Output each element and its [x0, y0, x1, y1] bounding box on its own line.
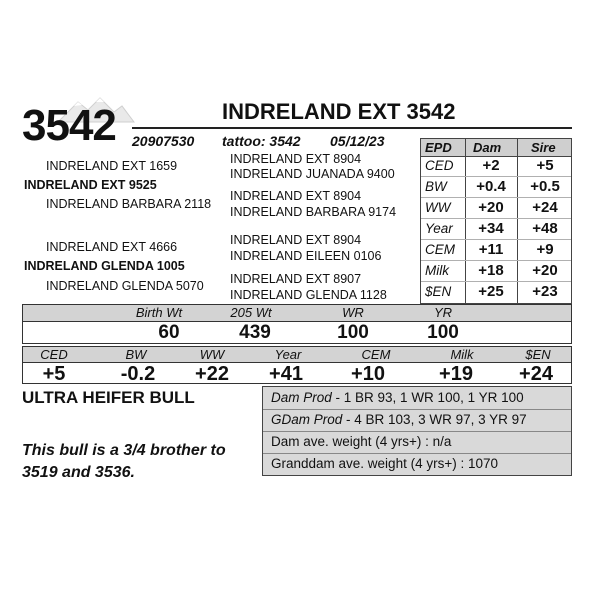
sire-dam-sire: INDRELAND EXT 8904: [230, 189, 362, 203]
gdam-prod-label: GDam Prod: [271, 412, 343, 427]
ww-value: +22: [195, 363, 229, 385]
sire-sire-sire: INDRELAND EXT 8904: [230, 152, 362, 166]
sire-epd-value: +5: [536, 157, 554, 174]
epd-label: Year: [425, 221, 453, 236]
dam-epd-value: +34: [478, 220, 504, 237]
dam-average-weight: Dam ave. weight (4 yrs+) : n/a: [271, 434, 452, 449]
granddam-average-weight: Granddam ave. weight (4 yrs+) : 1070: [271, 456, 498, 471]
epd-label: BW: [425, 179, 447, 194]
weaning-ratio-label: WR: [342, 305, 364, 320]
tattoo: tattoo: 3542: [222, 133, 301, 149]
epd-label: $EN: [425, 284, 452, 299]
ced-value: +5: [42, 363, 66, 385]
bw-value: -0.2: [120, 363, 156, 385]
milk-label: Milk: [450, 347, 474, 362]
sire-epd-value: +0.5: [530, 178, 560, 195]
sire-dam: INDRELAND BARBARA 2118: [46, 197, 212, 211]
dam-sire-dam: INDRELAND EILEEN 0106: [230, 249, 382, 263]
dam-dam-sire: INDRELAND EXT 8907: [230, 272, 362, 286]
header-divider: [132, 127, 572, 129]
sale-note: This bull is a 3/4 brother to 3519 and 3536.: [22, 442, 226, 481]
parent-epd-row: [421, 261, 571, 282]
animal-epd-table: [22, 346, 572, 384]
birth-weight-value: 60: [158, 322, 180, 343]
sire-epd-value: +20: [532, 262, 558, 279]
weaning-weight-label: 205 Wt: [230, 305, 272, 320]
sire-epd-value: +24: [532, 199, 558, 216]
epd-label: CED: [425, 158, 454, 173]
parent-epd-row: [421, 198, 571, 219]
dam-epd-value: +18: [478, 262, 504, 279]
sire-sire-dam: INDRELAND JUANADA 9400: [230, 167, 395, 181]
lot-number: 3542: [22, 101, 116, 150]
parent-epd-row: [421, 156, 571, 177]
classification: ULTRA HEIFER BULL: [22, 388, 195, 407]
dam-dam-dam: INDRELAND GLENDA 1128: [230, 288, 387, 302]
dam-dam: INDRELAND GLENDA 5070: [46, 279, 204, 293]
parent-epd-header: [421, 139, 571, 157]
epd-label: WW: [425, 200, 451, 215]
epd-column-header: EPD: [425, 140, 452, 155]
milk-value: +19: [439, 363, 473, 385]
sire-epd-value: +23: [532, 283, 558, 300]
dam-prod-value: - 1 BR 93, 1 WR 100, 1 YR 100: [331, 390, 524, 405]
sire-sire: INDRELAND EXT 1659: [46, 159, 178, 173]
dam-sire: INDRELAND EXT 4666: [46, 240, 178, 254]
performance-table: [22, 304, 572, 344]
dam-prod-label: Dam Prod: [271, 390, 332, 405]
dam: INDRELAND GLENDA 1005: [24, 259, 185, 273]
weaning-ratio-value: 100: [337, 322, 369, 343]
animal-name: INDRELAND EXT 3542: [222, 99, 456, 124]
dam-production: [271, 389, 524, 407]
dam-sire-sire: INDRELAND EXT 8904: [230, 233, 362, 247]
dam-epd-value: +2: [482, 157, 500, 174]
parent-epd-row: [421, 177, 571, 198]
year-value: +41: [269, 363, 303, 385]
dam-epd-value: +25: [478, 283, 504, 300]
sire-dam-dam: INDRELAND BARBARA 9174: [230, 205, 397, 219]
sire-column-header: Sire: [531, 140, 556, 155]
birth-date: 05/12/23: [330, 133, 385, 149]
performance-header: [23, 305, 571, 322]
sire-epd-value: +48: [532, 220, 558, 237]
birth-weight-label: Birth Wt: [135, 305, 183, 320]
ced-label: CED: [40, 347, 68, 362]
parent-epd-row: [421, 282, 571, 302]
dam-epd-value: +11: [478, 241, 504, 258]
dam-epd-value: +20: [478, 199, 504, 216]
ww-label: WW: [199, 347, 225, 362]
yearling-ratio-value: 100: [427, 322, 459, 343]
bw-label: BW: [125, 347, 147, 362]
en-label: $EN: [525, 347, 551, 362]
epd-label: CEM: [425, 242, 455, 257]
yearling-ratio-label: YR: [433, 305, 453, 320]
cem-value: +10: [351, 363, 385, 385]
registration-number: 20907530: [132, 133, 195, 149]
weaning-weight-value: 439: [239, 322, 271, 343]
dam-column-header: Dam: [473, 140, 502, 155]
sire: INDRELAND EXT 9525: [24, 178, 157, 192]
granddam-production: [271, 411, 527, 429]
epd-label: Milk: [425, 263, 449, 278]
en-value: +24: [519, 363, 553, 385]
parent-epd-row: [421, 219, 571, 240]
cem-label: CEM: [361, 347, 391, 362]
sire-epd-value: +9: [536, 241, 554, 258]
parent-epd-table: [420, 138, 572, 304]
gdam-prod-value: - 4 BR 103, 3 WR 97, 3 YR 97: [342, 412, 527, 427]
year-label: Year: [274, 347, 302, 362]
dam-epd-value: +0.4: [476, 178, 506, 195]
parent-epd-row: [421, 240, 571, 261]
production-box: [262, 386, 572, 476]
